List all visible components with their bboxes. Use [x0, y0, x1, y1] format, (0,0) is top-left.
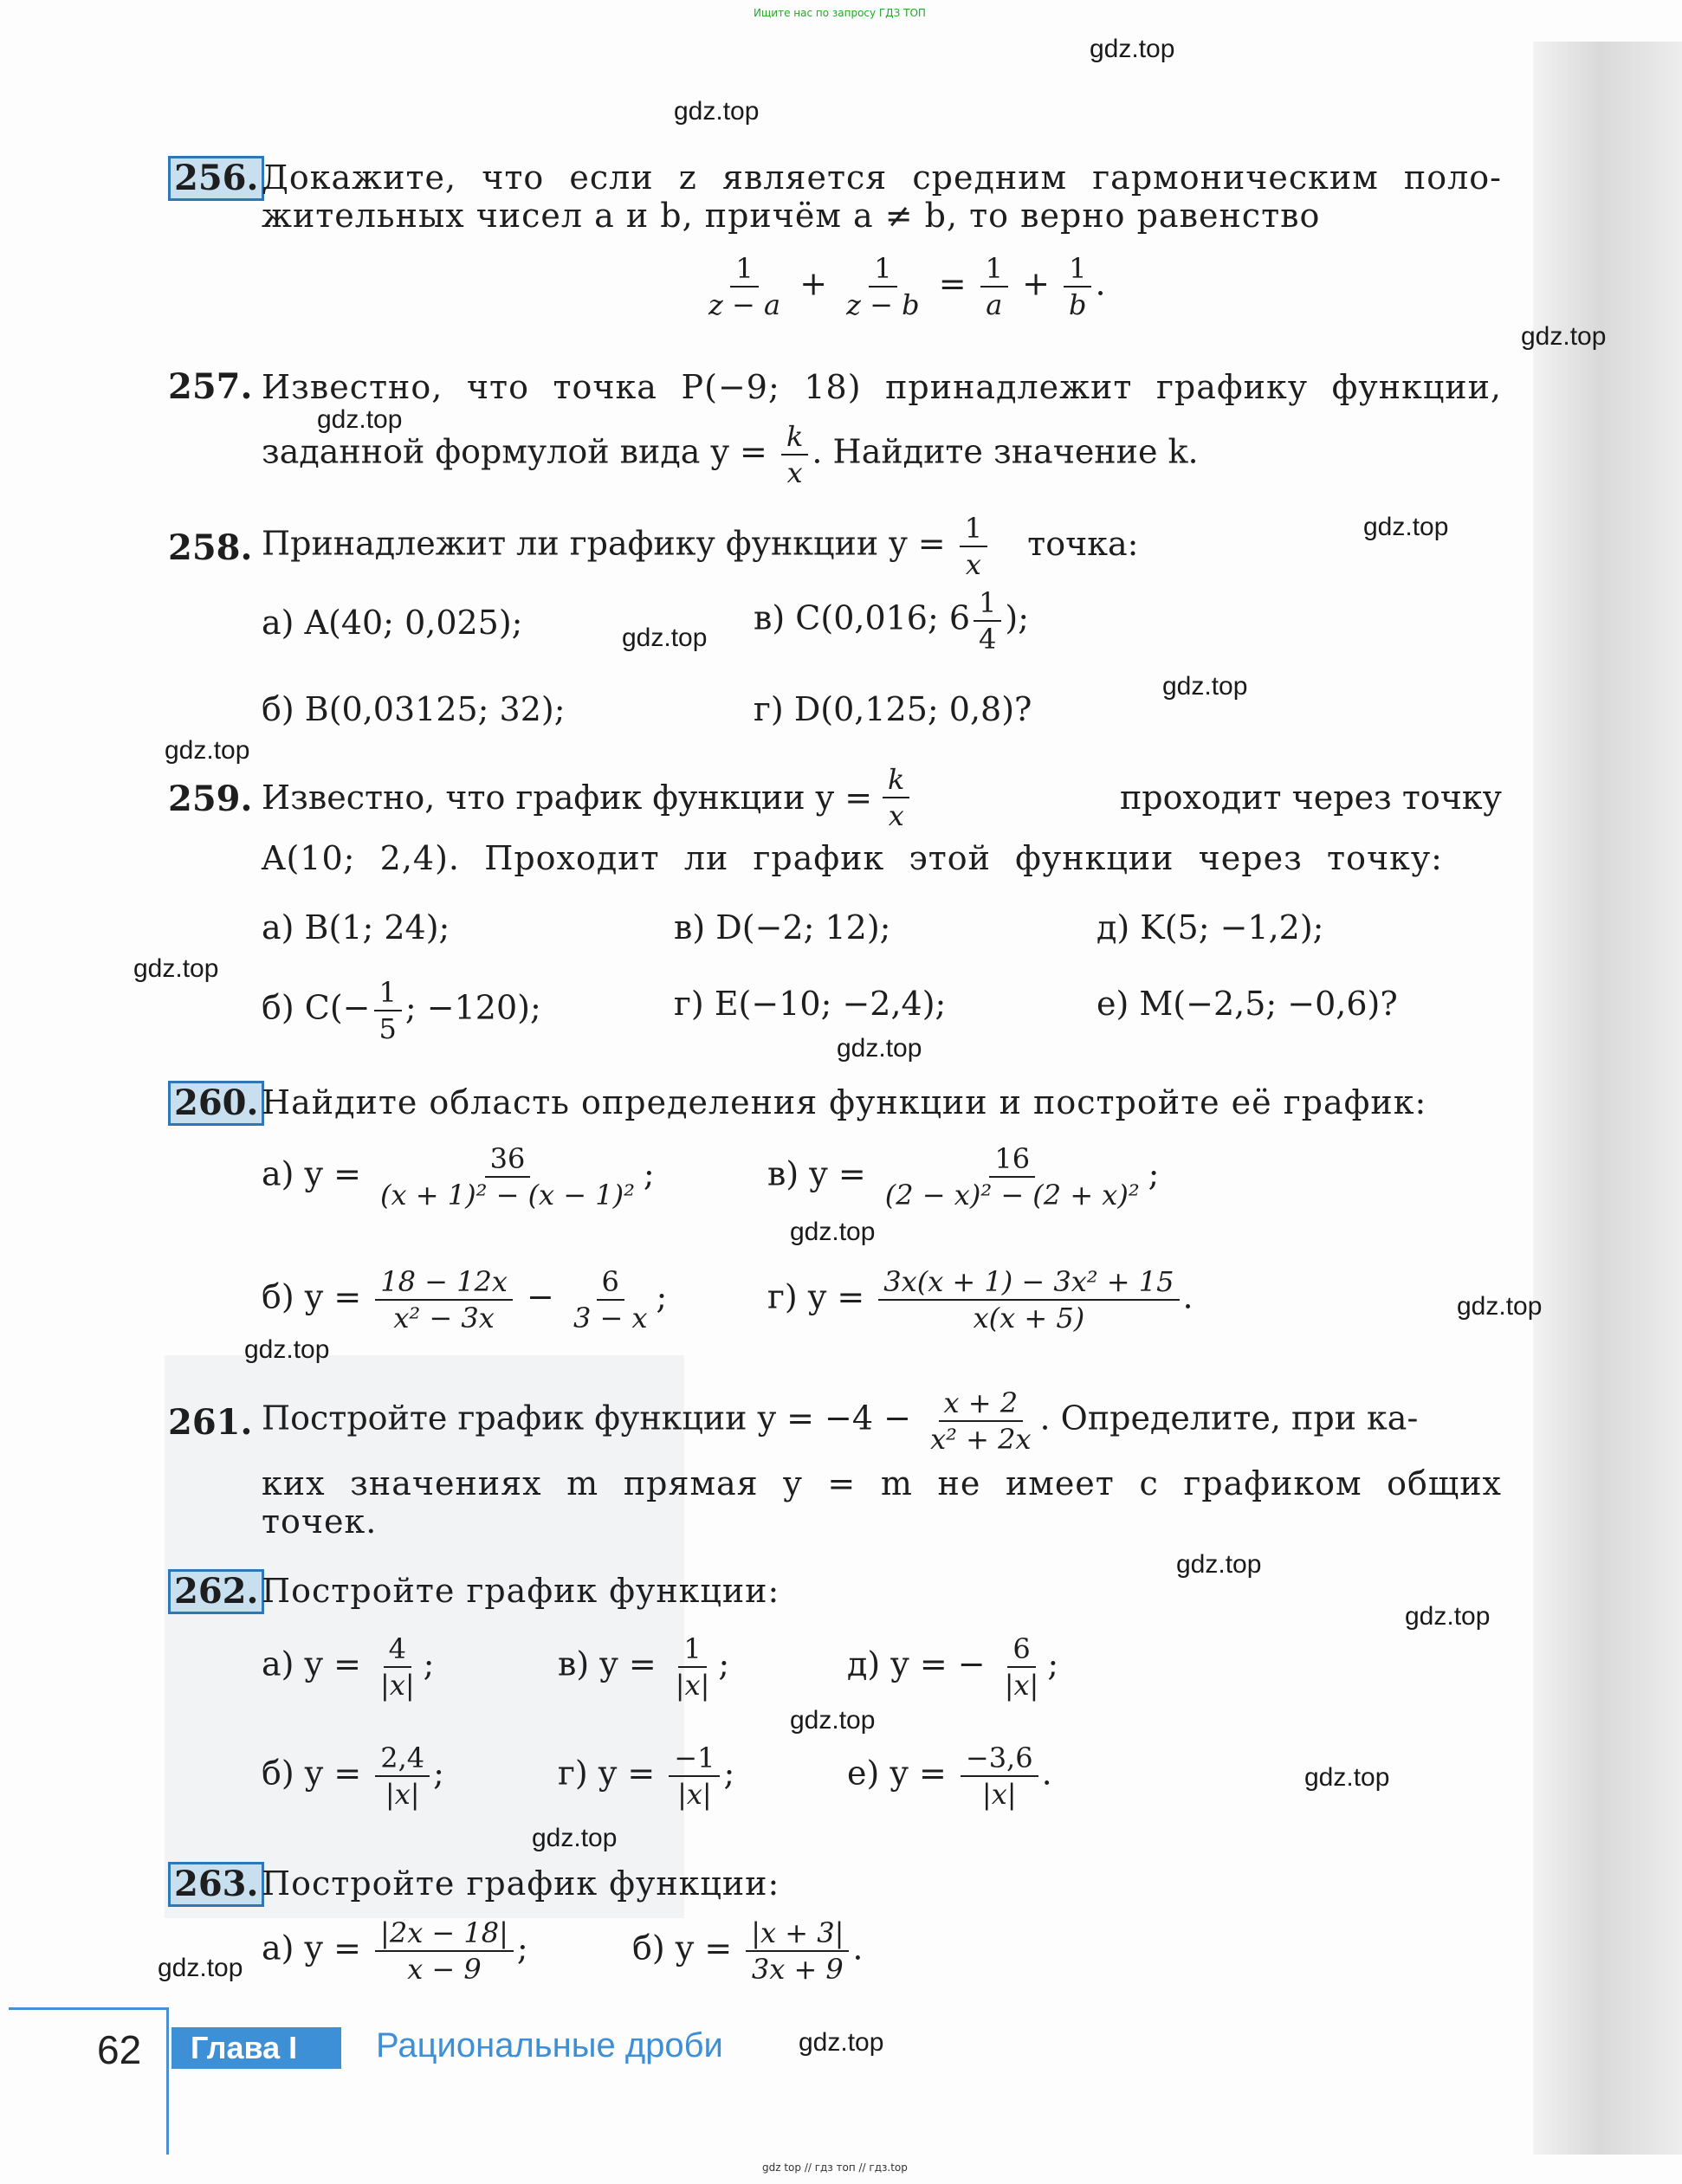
- problem-258-a: а) A(40; 0,025);: [262, 604, 523, 642]
- problem-259-line1: Известно, что график функции y = $\frac{k}{x}$ проходит через точку: [262, 763, 1502, 832]
- problem-258-b: б) B(0,03125; 32);: [262, 690, 566, 728]
- watermark: gdz.top: [1176, 1550, 1262, 1579]
- page-number: 62: [97, 2027, 142, 2072]
- watermark: gdz.top: [158, 1954, 243, 1982]
- watermark: gdz.top: [1521, 322, 1607, 351]
- problem-number-262: 262.: [168, 1569, 264, 1614]
- problem-257-line2: заданной формулой вида y = $\frac{k}{x}$ . Найдите значение k.: [262, 420, 1199, 489]
- problem-260-g: г) y = $\frac{\text{3x(x + 1) − 3x² + 15}}{x(x + 5)}$ .: [767, 1265, 1194, 1334]
- problem-258-v: в) C(0,016; 6 $\frac{1}{4}$ );: [754, 586, 1030, 656]
- fraction: $\frac{18 - 12x}{\text{x² − 3x}}$: [375, 1264, 513, 1335]
- problem-260-a: а) y = $\frac{36}{\text{(x + 1)² − (x − 1)²}}$ ;: [262, 1142, 655, 1212]
- problem-262-b: б) y = $\frac{2,4}{|x|}$ ;: [262, 1741, 444, 1811]
- fraction: $\frac{1}{4}$: [974, 585, 1001, 656]
- fraction: $\frac{|2x - 18|}{x - 9}$: [375, 1916, 514, 1987]
- watermark: gdz.top: [799, 2028, 884, 2057]
- book-spine-shadow: [1533, 42, 1682, 2155]
- fraction: $\frac{6}{3 - x}$: [573, 1265, 648, 1334]
- fraction: $\frac{-3,6}{|x|}$: [961, 1741, 1038, 1812]
- watermark: gdz.top: [133, 954, 219, 983]
- fraction: $\frac{36}{\text{(x + 1)² − (x − 1)²}}$: [380, 1142, 635, 1212]
- problem-263-b: б) y = $\frac{|x + 3|}{3x + 9}$ .: [632, 1916, 864, 1986]
- problem-259-e: е) M(−2,5; −0,6)?: [1097, 985, 1398, 1023]
- fraction: $\frac{6}{|x|}$: [1004, 1632, 1039, 1702]
- problem-257-line1: Известно, что точка P(−9; 18) принадлежит графику функции,: [262, 368, 1502, 406]
- watermark: gdz.top: [674, 97, 760, 126]
- fraction: $\frac{1}{z - b}$: [846, 252, 920, 321]
- problem-263-a: а) y = $\frac{|2x - 18|}{x - 9}$ ;: [262, 1916, 528, 1986]
- watermark: gdz.top: [1162, 672, 1248, 701]
- fraction: $\frac{1}{b}$: [1064, 251, 1091, 322]
- bottom-note: gdz top // гдз топ // гдз.top: [762, 2161, 908, 2174]
- fraction: $\frac{4}{|x|}$: [380, 1632, 415, 1702]
- problem-262-a: а) y = $\frac{4}{|x|}$ ;: [262, 1632, 435, 1702]
- problem-259-v: в) D(−2; 12);: [674, 908, 891, 947]
- problem-260-v: в) y = $\frac{16}{\text{(2 − x)² − (2 + x)²}}$ ;: [767, 1142, 1160, 1212]
- problem-262-g: г) y = $\frac{-1}{|x|}$ ;: [558, 1741, 735, 1811]
- problem-number-263: 263.: [168, 1862, 264, 1907]
- chapter-label: Глава I: [171, 2027, 341, 2069]
- problem-262-line1: Постройте график функции:: [262, 1572, 780, 1610]
- problem-258-line1: Принадлежит ли графику функции y = $\frac{1}{x}$ точка:: [262, 512, 1139, 581]
- watermark: gdz.top: [1304, 1763, 1390, 1792]
- footer-rule-vertical: [166, 2007, 169, 2155]
- problem-262-e: е) y = $\frac{-3,6}{|x|}$ .: [847, 1741, 1052, 1811]
- watermark: gdz.top: [790, 1706, 876, 1735]
- fraction: $\frac{k}{x}$: [883, 762, 909, 833]
- chapter-title: Рациональные дроби: [376, 2026, 723, 2064]
- problem-262-v: в) y = $\frac{1}{|x|}$ ;: [558, 1632, 730, 1702]
- problem-260-line1: Найдите область определения функции и постройте её график:: [262, 1083, 1427, 1121]
- problem-256-line2: жительных чисел a и b, причём a ≠ b, то верно равенство: [262, 197, 1321, 235]
- problem-number-261: 261.: [168, 1402, 253, 1443]
- watermark: gdz.top: [244, 1335, 330, 1364]
- problem-261-line3: точек.: [262, 1502, 378, 1541]
- fraction: $\frac{x + 2}{\text{x² + 2x}}$: [930, 1386, 1032, 1456]
- fraction: $\frac{1}{a}$: [980, 251, 1008, 322]
- problem-number-257: 257.: [168, 366, 253, 407]
- problem-262-d: д) y = − $\frac{6}{|x|}$ ;: [847, 1632, 1059, 1702]
- footer-rule-horizontal: [9, 2007, 169, 2010]
- fraction: $\frac{1}{|x|}$: [675, 1632, 710, 1702]
- watermark: gdz.top: [1405, 1602, 1491, 1631]
- top-note: Ищите нас по запросу ГДЗ ТОП: [754, 7, 926, 19]
- problem-259-g: г) E(−10; −2,4);: [674, 985, 947, 1023]
- problem-259-d: д) K(5; −1,2);: [1097, 908, 1324, 947]
- fraction: $\frac{2,4}{|x|}$: [375, 1741, 430, 1812]
- watermark: gdz.top: [1090, 35, 1175, 63]
- problem-number-259: 259.: [168, 779, 253, 819]
- problem-259-a: а) B(1; 24);: [262, 908, 450, 947]
- watermark: gdz.top: [317, 405, 403, 434]
- problem-259-b: б) C(− $\frac{1}{5}$ ; −120);: [262, 976, 541, 1045]
- problem-256-line1: Докажите, что если z является средним гармоническим поло-: [262, 158, 1502, 197]
- watermark: gdz.top: [790, 1218, 876, 1246]
- problem-260-b: б) y = $\frac{18 - 12x}{\text{x² − 3x}}$ − $\frac{6}{3 - x}$ ;: [262, 1265, 668, 1334]
- problem-261-line2: ких значениях m прямая y = m не имеет с графиком общих: [262, 1464, 1502, 1502]
- problem-259-line2: A(10; 2,4). Проходит ли график этой функции через точку:: [262, 839, 1443, 877]
- problem-258-g: г) D(0,125; 0,8)?: [754, 690, 1032, 728]
- problem-261-line1: Постройте график функции y = −4 − $\frac{x + 2}{\text{x² + 2x}}$ . Определите, при ка-: [262, 1386, 1419, 1456]
- fraction: $\frac{\text{3x(x + 1) − 3x² + 15}}{x(x + 5)}$: [878, 1264, 1179, 1335]
- problem-256-equation: $\frac{1}{z - a}$ + $\frac{1}{z - b}$ = $\frac{1}{a}$ + $\frac{1}{b}$ .: [700, 251, 1106, 322]
- watermark: gdz.top: [165, 736, 250, 765]
- watermark: gdz.top: [622, 624, 708, 652]
- problem-number-258: 258.: [168, 527, 253, 568]
- watermark: gdz.top: [532, 1824, 618, 1852]
- fraction: $\frac{1}{z - a}$: [708, 252, 781, 321]
- problem-number-256: 256.: [168, 156, 264, 201]
- fraction: $\frac{16}{\text{(2 − x)² − (2 + x)²}}$: [884, 1142, 1140, 1212]
- fraction: $\frac{1}{x}$: [960, 511, 987, 582]
- watermark: gdz.top: [837, 1034, 922, 1063]
- watermark: gdz.top: [1457, 1292, 1543, 1321]
- fraction: $\frac{1}{5}$: [374, 975, 402, 1046]
- fraction: $\frac{k}{x}$: [781, 419, 808, 490]
- fraction: $\frac{|x + 3|}{3x + 9}$: [746, 1916, 849, 1987]
- problem-number-260: 260.: [168, 1081, 264, 1126]
- watermark: gdz.top: [1363, 513, 1449, 541]
- fraction: $\frac{-1}{|x|}$: [669, 1741, 720, 1812]
- problem-263-line1: Постройте график функции:: [262, 1864, 780, 1903]
